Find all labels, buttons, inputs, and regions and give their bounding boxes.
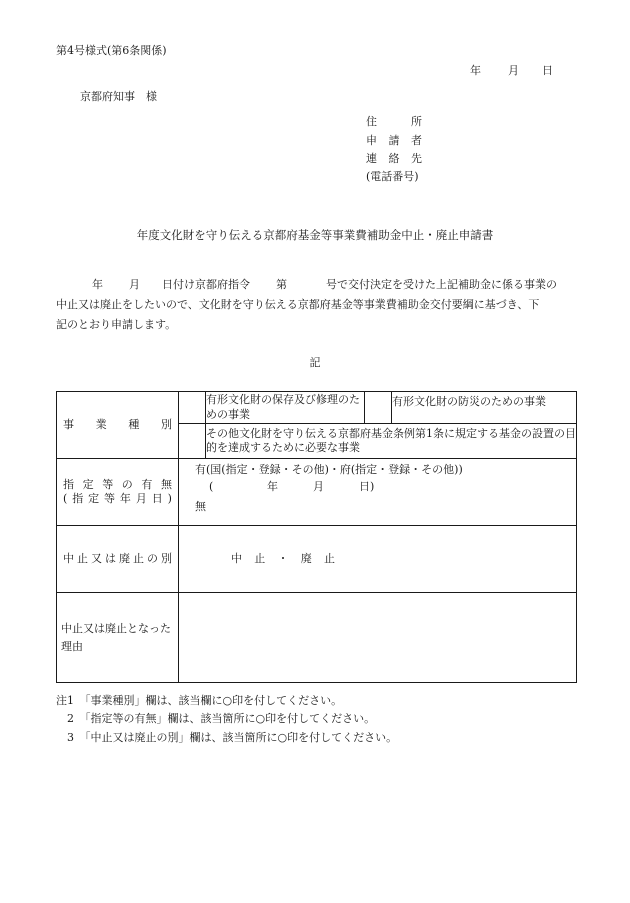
shitei-label: 指 定 等 の 有 無 ( 指 定 等 年 月 日 ) xyxy=(57,459,179,526)
chushi-betsu-label: 中 止 又 は 廃 止 の 別 xyxy=(57,526,179,593)
chushi-betsu-row xyxy=(57,526,577,593)
option-b-mark-cell[interactable] xyxy=(365,392,392,424)
reason-row xyxy=(57,593,577,683)
shitei-yes: 有(国(指定・登録・その他)・府(指定・登録・その他)) xyxy=(195,463,463,476)
date-year: 年 xyxy=(470,64,481,77)
shitei-row xyxy=(57,459,577,526)
option-a-mark-cell[interactable] xyxy=(179,392,206,424)
notes xyxy=(56,694,397,749)
body-line-2: 中止又は廃止をしたいので、文化財を守り伝える京都府基金等事業費補助金交付要綱に基づき、下 xyxy=(56,298,540,311)
shitei-content[interactable] xyxy=(179,459,577,526)
addressee: 京都府知事 様 xyxy=(80,90,157,103)
option-c-mark-cell[interactable] xyxy=(179,424,206,459)
shitei-date: ( 年 月 日) xyxy=(209,480,375,494)
applicant-phone-label: (電話番号) xyxy=(366,170,419,183)
note-3: 3 「中止又は廃止の別」欄は、該当箇所に○印を付してください。 xyxy=(56,730,398,744)
jigyou-shubetsu-label: 事 業 種 別 xyxy=(57,392,179,459)
chushi-betsu-options[interactable]: 中 止 ・ 廃 止 xyxy=(179,526,577,593)
option-c-text: その他文化財を守り伝える京都府基金条例第1条に規定する基金の設置の目的を達成するために必要な事業 xyxy=(206,424,577,459)
date-month: 月 xyxy=(508,64,519,77)
reason-input[interactable] xyxy=(179,593,577,683)
applicant-address-label: 住 所 xyxy=(366,115,422,128)
ki-marker: 記 xyxy=(309,356,321,369)
date-line xyxy=(470,64,555,78)
note-1: 注1 「事業種別」欄は、該当欄に○印を付してください。 xyxy=(56,694,343,707)
shitei-no: 無 xyxy=(195,500,206,514)
note-2: 2 「指定等の有無」欄は、該当箇所に○印を付してください。 xyxy=(56,712,376,726)
jigyou-row-1 xyxy=(57,392,577,424)
form-number: 第4号様式(第6条関係) xyxy=(56,44,167,57)
date-day: 日 xyxy=(542,64,553,77)
reason-label: 中止又は廃止となった理由 xyxy=(57,593,179,683)
document-title: 年度文化財を守り伝える京都府基金等事業費補助金中止・廃止申請書 xyxy=(136,228,494,242)
applicant-contact-label: 連 絡 先 xyxy=(366,152,422,165)
applicant-name-label: 申 請 者 xyxy=(366,134,422,147)
body-line-3: 記のとおり申請します。 xyxy=(56,318,177,331)
option-a-text: 有形文化財の保存及び修理のための事業 xyxy=(206,392,365,424)
option-b-text: 有形文化財の防災のための事業 xyxy=(392,392,577,424)
application-table xyxy=(56,391,577,683)
